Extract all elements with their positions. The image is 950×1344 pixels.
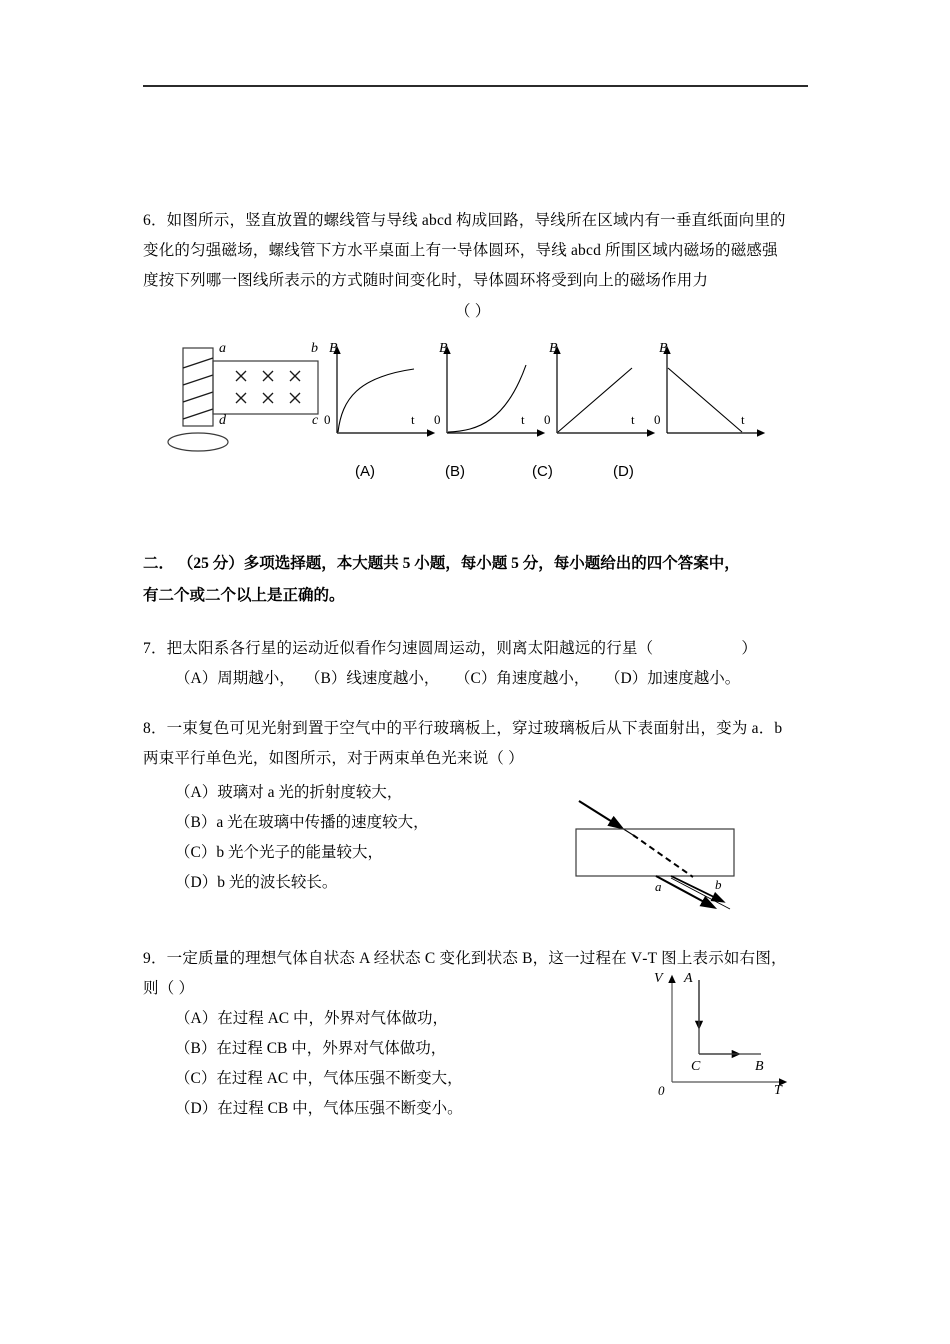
question-6-choice-a[interactable]: (A) — [355, 463, 375, 480]
graph-a-axis-label-t: t — [411, 412, 415, 427]
question-8-line-2: 两束平行单色光，如图所示，对于两束单色光来说（ ） — [143, 750, 524, 767]
question-7-stem-text: 7．把太阳系各行星的运动近似看作匀速圆周运动，则离太阳越远的行星（ — [143, 640, 654, 657]
section-two-heading-line-1: 二． （25 分）多项选择题，本大题共 5 小题，每小题 5 分，每小题给出的四个答案中， — [143, 555, 740, 572]
question-7-option-b[interactable]: （B）线速度越小， — [305, 670, 440, 687]
vt-state-label-b: B — [755, 1059, 764, 1074]
question-7-option-a[interactable]: （A）周期越小， — [175, 670, 295, 687]
question-7-option-c[interactable]: （C）角速度越小， — [455, 670, 590, 687]
refracted-ray-inside-glass — [633, 835, 693, 877]
graph-d-line — [668, 368, 742, 432]
graph-c-axis-label-b: B — [549, 341, 558, 356]
ray-label-b: b — [715, 877, 722, 892]
question-8-option-d[interactable]: （D）b 光的波长较长。 — [175, 874, 338, 891]
question-9-option-d[interactable]: （D）在过程 CB 中，气体压强不断变小。 — [175, 1100, 463, 1117]
vt-state-label-a: A — [684, 971, 693, 986]
glass-plate-refraction-diagram — [548, 786, 778, 911]
question-9-line-2: 则（ ） — [143, 980, 195, 997]
graph-a-b-vs-t — [328, 343, 438, 443]
question-6-figure — [143, 335, 823, 500]
graph-a-axis-label-b: B — [329, 341, 338, 356]
circuit-loop-abcd — [213, 361, 318, 414]
question-6-choice-b[interactable]: (B) — [445, 463, 465, 480]
question-6-choice-d[interactable]: (D) — [613, 463, 634, 480]
question-6-line-2: 变化的匀强磁场，螺线管下方水平桌面上有一导体圆环，导线 abcd 所围区域内磁场的磁感强 — [143, 242, 778, 259]
question-8-options — [175, 778, 429, 898]
graph-b-curve — [448, 365, 526, 432]
circuit-label-b: b — [311, 341, 318, 356]
graph-b-axis-label-b: B — [439, 341, 448, 356]
section-two-heading — [143, 548, 823, 612]
question-6-choice-letters — [143, 463, 823, 487]
question-8-option-b[interactable]: （B）a 光在玻璃中传播的速度较大， — [175, 814, 429, 831]
question-8-option-a[interactable]: （A）玻璃对 a 光的折射度较大， — [175, 784, 403, 801]
graph-c-axis-label-t: t — [631, 412, 635, 427]
incident-ray-tail — [579, 801, 633, 835]
question-6-choice-c[interactable]: (C) — [532, 463, 553, 480]
question-6-line-1: 6．如图所示，竖直放置的螺线管与导线 abcd 构成回路，导线所在区域内有一垂直纸面向里的 — [143, 212, 786, 229]
question-6-line-3: 度按下列哪一图线所表示的方式随时间变化时，导体圆环将受到向上的磁场作用力 — [143, 272, 709, 289]
conducting-ring — [168, 433, 228, 451]
question-9-figure — [648, 972, 798, 1102]
vt-state-label-c: C — [691, 1059, 701, 1074]
question-8-option-c[interactable]: （C）b 光个光子的能量较大， — [175, 844, 383, 861]
question-7-options — [175, 664, 835, 694]
solenoid-circuit-diagram — [163, 340, 348, 455]
question-9-option-b[interactable]: （B）在过程 CB 中，外界对气体做功， — [175, 1040, 447, 1057]
question-8-stem — [143, 714, 833, 774]
graph-a-origin-label: 0 — [324, 412, 331, 427]
graph-b-origin-label: 0 — [434, 412, 441, 427]
circuit-label-c: c — [312, 413, 319, 428]
graph-c-origin-label: 0 — [544, 412, 551, 427]
header-rule — [143, 85, 808, 87]
question-9-line-1: 9．一定质量的理想气体自状态 A 经状态 C 变化到状态 B，这一过程在 V‑T 图上表示如右图， — [143, 950, 787, 967]
graph-a-curve — [338, 369, 414, 432]
graph-d-axis-label-b: B — [659, 341, 668, 356]
graph-d-origin-label: 0 — [654, 412, 661, 427]
question-7-options-row — [175, 664, 835, 694]
magnetic-field-into-page-icons — [236, 371, 300, 403]
question-9-options — [175, 1004, 463, 1124]
circuit-label-d: d — [219, 413, 226, 428]
question-7-stem-close: ） — [741, 640, 758, 657]
graph-c-b-vs-t — [548, 343, 658, 443]
question-8-line-1: 8．一束复色可见光射到置于空气中的平行玻璃板上，穿过玻璃板后从下表面射出，变为 a．b — [143, 720, 783, 737]
glass-plate — [576, 829, 734, 876]
graph-b-axis-label-t: t — [521, 412, 525, 427]
question-9-option-a[interactable]: （A）在过程 AC 中，外界对气体做功， — [175, 1010, 448, 1027]
graph-d-axis-label-t: t — [741, 412, 745, 427]
section-two-heading-line-2: 有二个或二个以上是正确的。 — [143, 587, 345, 604]
question-7-stem — [143, 634, 833, 664]
question-8-figure — [548, 786, 778, 911]
ray-label-a: a — [655, 879, 662, 894]
vt-origin-label: 0 — [658, 1083, 665, 1098]
question-6-answer-blank[interactable]: （ ） — [455, 303, 491, 320]
circuit-label-a: a — [219, 341, 226, 356]
question-9-option-c[interactable]: （C）在过程 AC 中，气体压强不断变大， — [175, 1070, 463, 1087]
graph-b-b-vs-t — [438, 343, 548, 443]
vt-axis-label-t: T — [774, 1083, 782, 1098]
graph-c-line — [558, 368, 632, 432]
question-7-option-d[interactable]: （D）加速度越小。 — [605, 670, 741, 687]
question-6-stem — [143, 206, 815, 296]
graph-d-b-vs-t — [658, 343, 768, 443]
vt-axis-label-v: V — [654, 971, 663, 986]
